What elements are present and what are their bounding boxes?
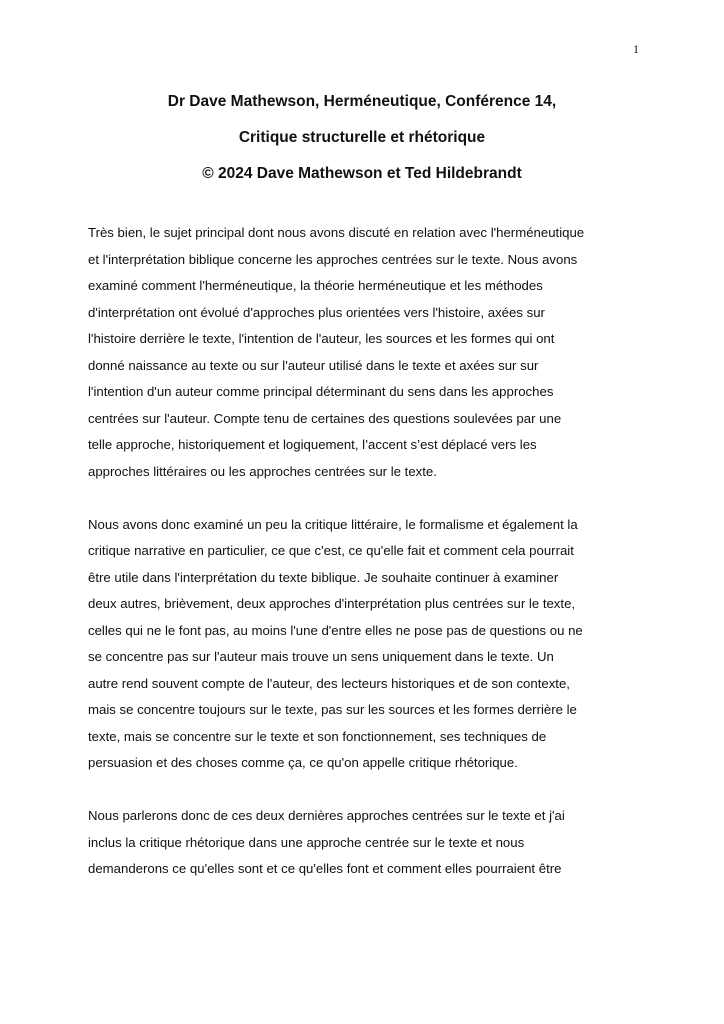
text-line: être utile dans l'interprétation du texte biblique. Je souhaite continuer à examiner	[88, 569, 559, 585]
page-number: 1	[633, 42, 639, 56]
text-line: critique narrative en particulier, ce que c'est, ce qu'elle fait et comment cela pourrait	[88, 543, 574, 558]
paragraph-spacer	[88, 485, 640, 512]
text-line: se concentre pas sur l'auteur mais trouve un sens uniquement dans le texte. Un	[88, 649, 554, 664]
text-line: Très bien, le sujet principal dont nous avons discuté en relation avec l'herméneutique	[88, 225, 585, 240]
text-line: persuasion et des choses comme ça, ce qu'on appelle critique rhétorique.	[88, 755, 518, 770]
text-line: inclus la critique rhétorique dans une approche centrée sur le texte et nous	[88, 834, 525, 850]
paragraph-spacer	[88, 777, 640, 804]
text-line: telle approche, historiquement et logiquement, l’accent s’est déplacé vers les	[88, 437, 537, 452]
text-line: texte, mais se concentre sur le texte et son fonctionnement, ses techniques de	[88, 728, 547, 744]
text-line: Nous parlerons donc de ces deux dernières approches centrées sur le texte et j'ai	[88, 808, 565, 823]
paragraph-2	[88, 512, 640, 777]
text-line: demanderons ce qu'elles sont et ce qu'elles font et comment elles pourraient être	[88, 861, 562, 876]
title-line-3: © 2024 Dave Mathewson et Ted Hildebrandt	[202, 165, 522, 182]
text-line: autre rend souvent compte de l'auteur, des lecteurs historiques et de son contexte,	[88, 675, 570, 691]
title-line-1: Dr Dave Mathewson, Herméneutique, Conférence 14,	[167, 93, 557, 110]
text-line: deux autres, brièvement, deux approches d'interprétation plus centrées sur le texte,	[88, 596, 576, 611]
paragraph-1	[88, 220, 640, 485]
text-line: Nous avons donc examiné un peu la critique littéraire, le formalisme et également la	[88, 516, 578, 532]
text-line: examiné comment l'herméneutique, la théorie herméneutique et les méthodes	[88, 278, 543, 293]
text-line: d'interprétation ont évolué d'approches plus orientées vers l'histoire, axées sur	[88, 304, 545, 320]
text-line: approches littéraires ou les approches centrées sur le texte.	[88, 463, 437, 479]
text-line: celles qui ne le font pas, au moins l'une d'entre elles ne pose pas de questions ou ne	[88, 622, 583, 638]
text-line: centrées sur l'auteur. Compte tenu de certaines des questions soulevées par une	[88, 410, 562, 426]
title-line-2: Critique structurelle et rhétorique	[238, 129, 486, 146]
text-line: et l'interprétation biblique concerne les approches centrées sur le texte. Nous avons	[88, 251, 578, 267]
document-body	[88, 220, 640, 883]
text-line: l'intention d'un auteur comme principal déterminant du sens dans les approches	[88, 384, 554, 399]
text-line: donné naissance au texte ou sur l'auteur utilisé dans le texte et axées sur sur	[88, 357, 539, 373]
text-line: l'histoire derrière le texte, l'intention de l'auteur, les sources et les formes qui ont	[88, 331, 555, 346]
document-title	[60, 84, 664, 192]
text-line: mais se concentre toujours sur le texte, pas sur les sources et les formes derrière le	[88, 702, 577, 717]
paragraph-3	[88, 803, 640, 883]
